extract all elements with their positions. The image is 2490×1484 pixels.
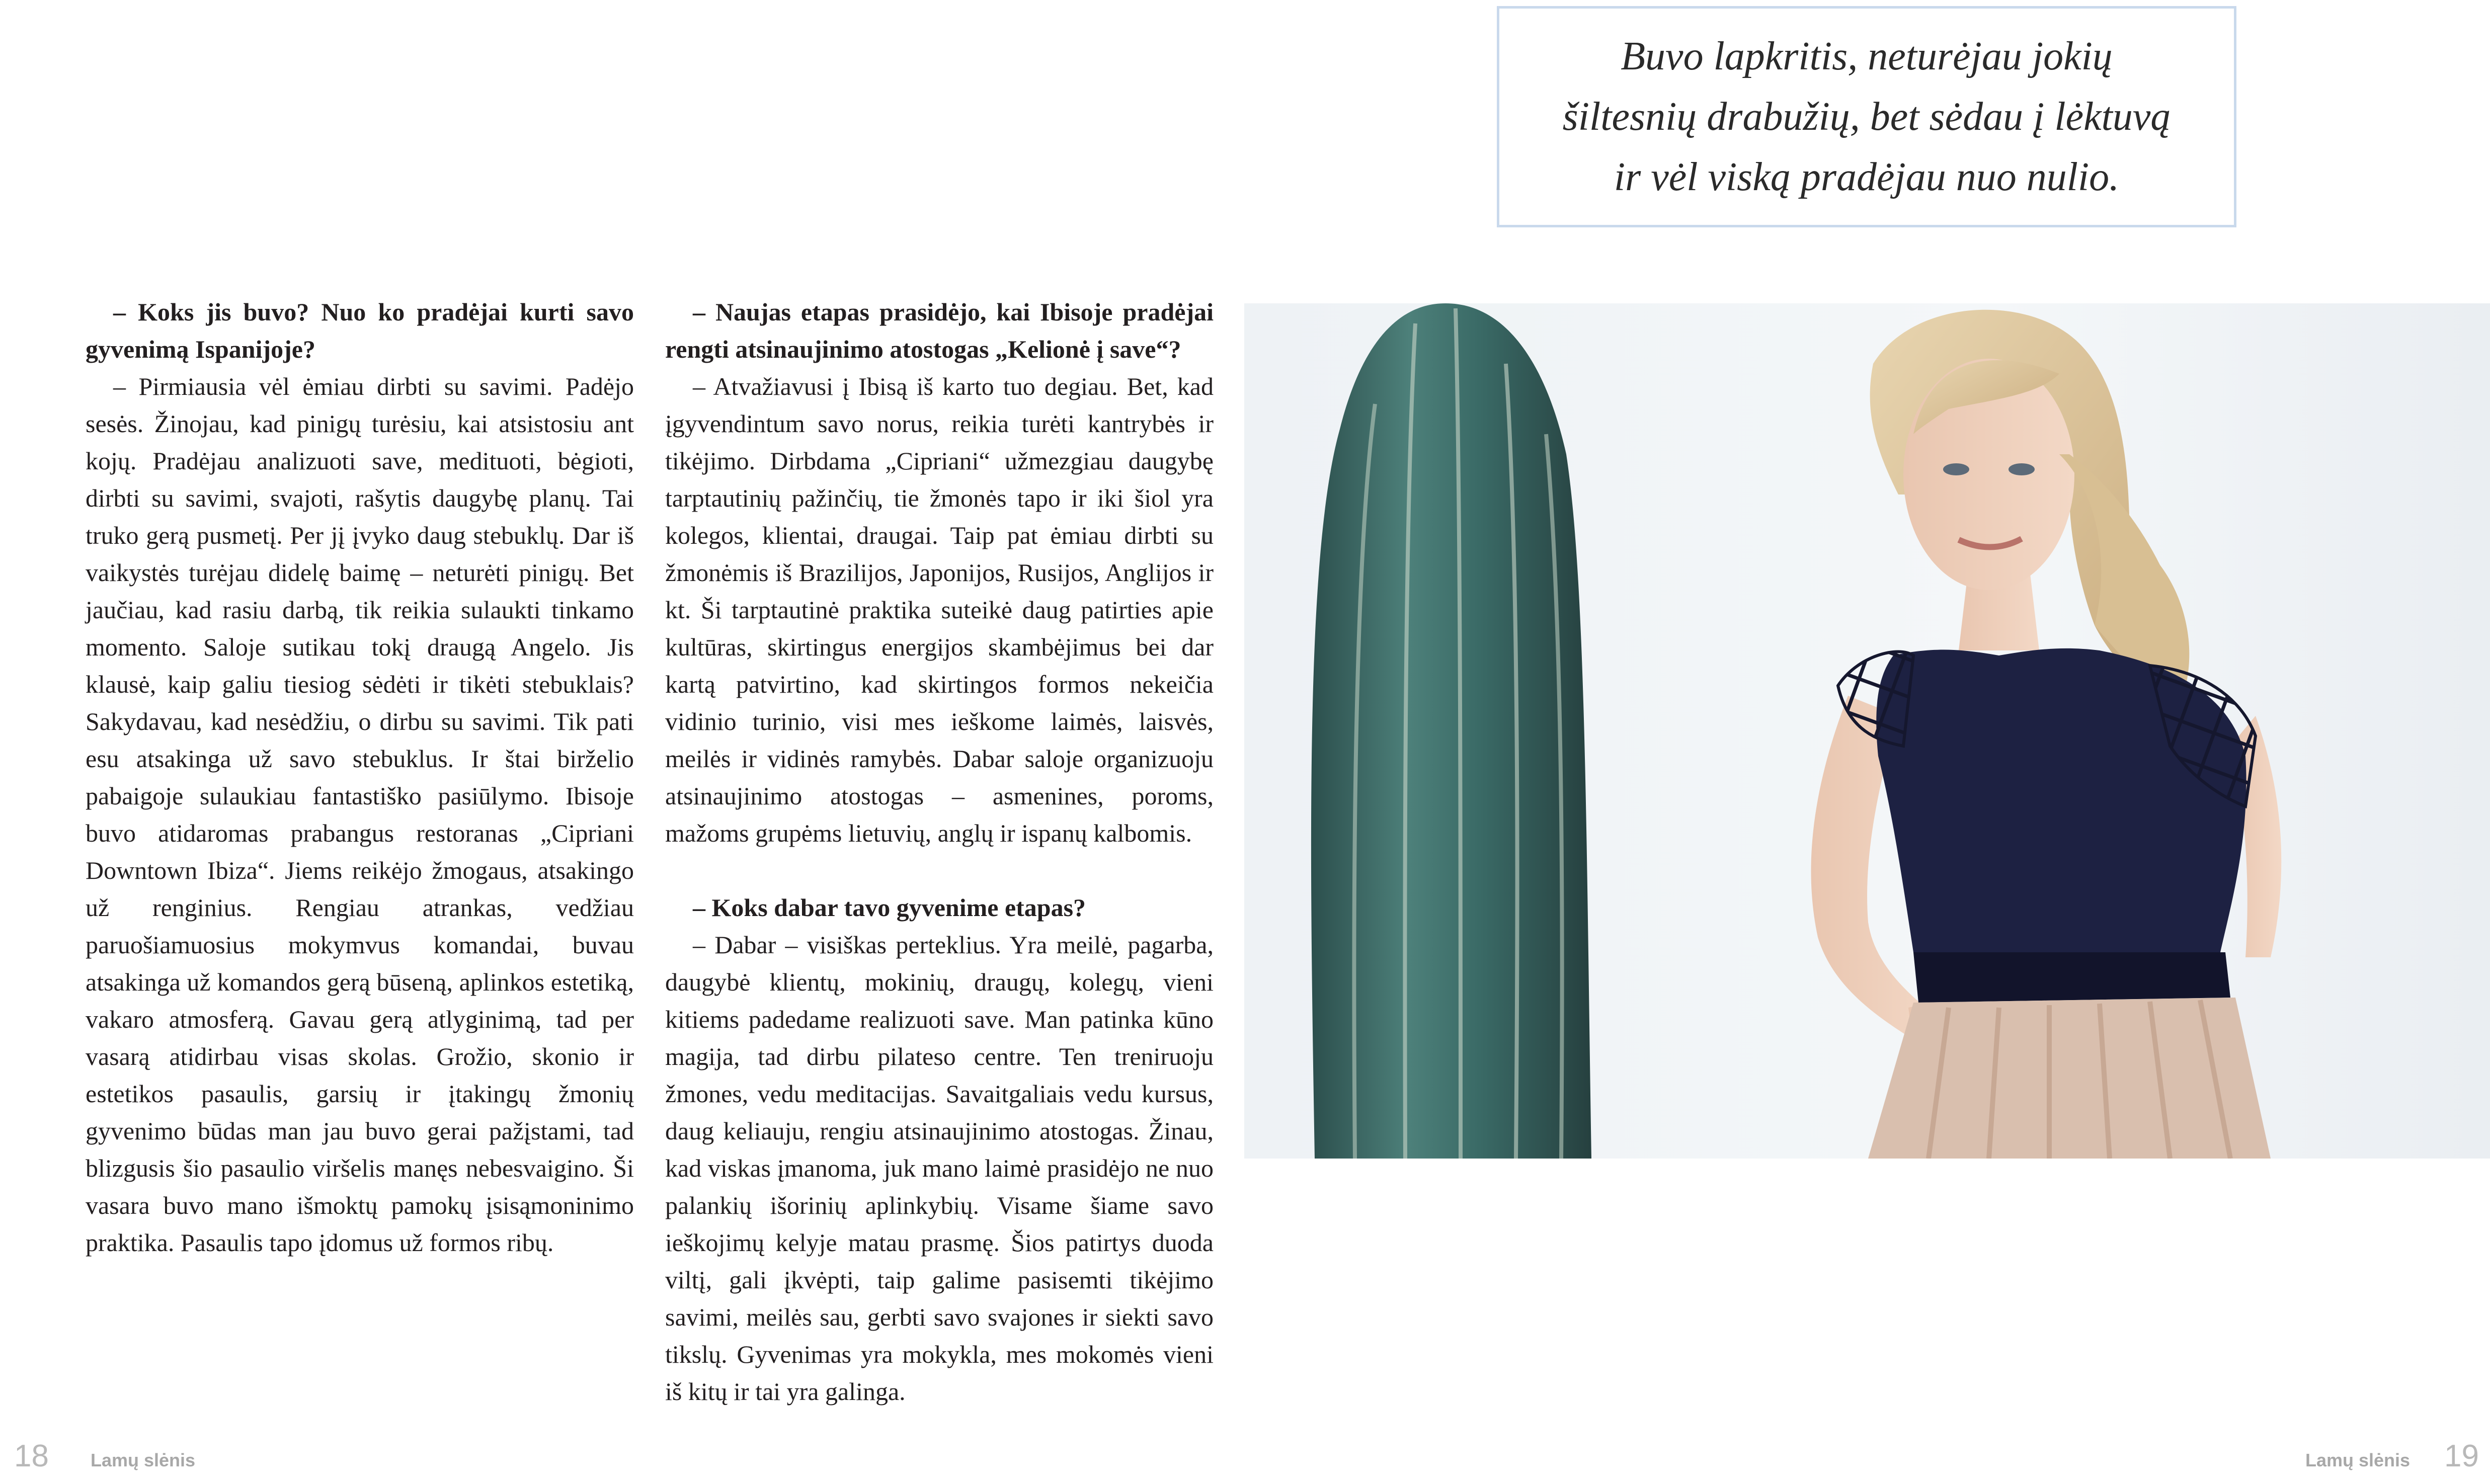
article-column-middle <box>665 293 1214 1410</box>
interview-answer: – Dabar – visiškas perteklius. Yra meilė, pagarba, daugybė klientų, mokinių, draugų, kolegų, vieni kitiems padedame realizuoti save. Man patinka kūno magija, tad dirbu pilateso centre. Ten treniruoju žmones, vedu meditacijas. Savaitgaliais vedu kursus, daug keliauju, rengiu atsinaujinimo atostogas. Žinau, kad viskas įmanoma, juk mano laimė prasidėjo ne nuo palankių išorinių aplinkybių. Visame šiame savo ieškojimų kelyje matau prasmę. Šios patirtys duoda viltį, gali įkvėpti, taip galime pasisemti tikėjimo savimi, meilės sau, gerbti savo svajones ir siekti savo tikslų. Gyvenimas yra mokykla, mes mokomės vieni iš kitų ir tai yra galinga. <box>665 931 1214 1406</box>
article-column-left <box>86 293 634 1261</box>
cactus <box>1311 303 1591 1159</box>
interview-question: – Naujas etapas prasidėjo, kai Ibisoje pradėjai rengti atsinaujinimo atostogas „Kelionė į save“? <box>665 298 1214 363</box>
page-number-left: 18 <box>14 1439 49 1473</box>
pull-quote-line: Buvo lapkritis, neturėjau jokių <box>1621 34 2113 78</box>
running-title-left: Lamų slėnis <box>91 1450 196 1470</box>
pull-quote-line: šiltesnių drabužių, bet sėdau į lėktuvą <box>1562 95 2171 139</box>
portrait-photo <box>1244 303 2490 1159</box>
interview-answer: – Atvažiavusi į Ibisą iš karto tuo degiau. Bet, kad įgyvendintum savo norus, reikia turėti kantrybės ir tikėjimo. Dirbdama „Cipriani“ užmezgiau daugybę tarptautinių pažinčių, tie žmonės tapo ir iki šiol yra kolegos, klientai, draugai. Taip pat ėmiau dirbti su žmonėmis iš Brazilijos, Japonijos, Rusijos, Anglijos ir kt. Ši tarptautinė praktika suteikė daug patirties apie kultūras, skirtingus energijos skambėjimus bei dar kartą patvirtino, kad skirtingos formos nekeičia vidinio turinio, visi mes ieškome laimės, laisvės, meilės ir vidinės ramybės. Dabar saloje organizuoju atsinaujinimo atostogas – asmenines, poroms, mažoms grupėms lietuvių, anglų ir ispanų kalbomis. <box>665 372 1214 847</box>
pull-quote <box>1497 6 2236 227</box>
paragraph-spacer <box>665 852 1214 889</box>
running-title-right: Lamų slėnis <box>2305 1450 2411 1470</box>
interview-question: – Koks dabar tavo gyvenime etapas? <box>693 893 1086 922</box>
interview-answer: – Pirmiausia vėl ėmiau dirbti su savimi. Padėjo sesės. Žinojau, kad pinigų turėsiu, kai atsistosiu ant kojų. Pradėjau analizuoti save, medituoti, bėgioti, dirbti su savimi, svajoti, rašytis daugybę planų. Tai truko gerą pusmetį. Per jį įvyko daug stebuklų. Dar iš vaikystės turėjau didelę baimę – neturėti pinigų. Bet jaučiau, kad rasiu darbą, tik reikia sulaukti tinkamo momento. Saloje sutikau tokį draugą Angelo. Jis klausė, kaip galiu tiesiog sėdėti ir tikėti stebuklais? Sakydavau, kad nesėdžiu, o dirbu su savimi. Tik pati esu atsakinga už savo stebuklus. Ir štai birželio pabaigoje sulaukiau fantastiško pasiūlymo. Ibisoje buvo atidaromas prabangus restoranas „Cipriani Downtown Ibiza“. Jiems reikėjo žmogaus, atsakingo už renginius. Rengiau atrankas, vedžiau paruošiamuosius mokymvus komandai, buvau atsakinga už komandos gerą būseną, aplinkos estetiką, vakaro atmosferą. Gavau gerą atlyginimą, tad per vasarą atidirbau visas skolas. Grožio, skonio ir estetikos pasaulis, garsių ir įtakingų žmonių gyvenimo būdas man jau buvo gerai pažįstami, tad blizgusis šio pasaulio viršelis manęs nebesvaigino. Ši vasara buvo mano išmoktų pamokų įsisąmoninimo praktika. Pasaulis tapo įdomus už formos ribų. <box>86 372 634 1257</box>
page-number-right: 19 <box>2444 1439 2479 1473</box>
skirt <box>1868 998 2271 1159</box>
belt <box>1913 952 2230 1003</box>
pull-quote-line: ir vėl viską pradėjau nuo nulio. <box>1614 155 2120 199</box>
interview-question: – Koks jis buvo? Nuo ko pradėjai kurti savo gyvenimą Ispanijoje? <box>86 298 634 363</box>
